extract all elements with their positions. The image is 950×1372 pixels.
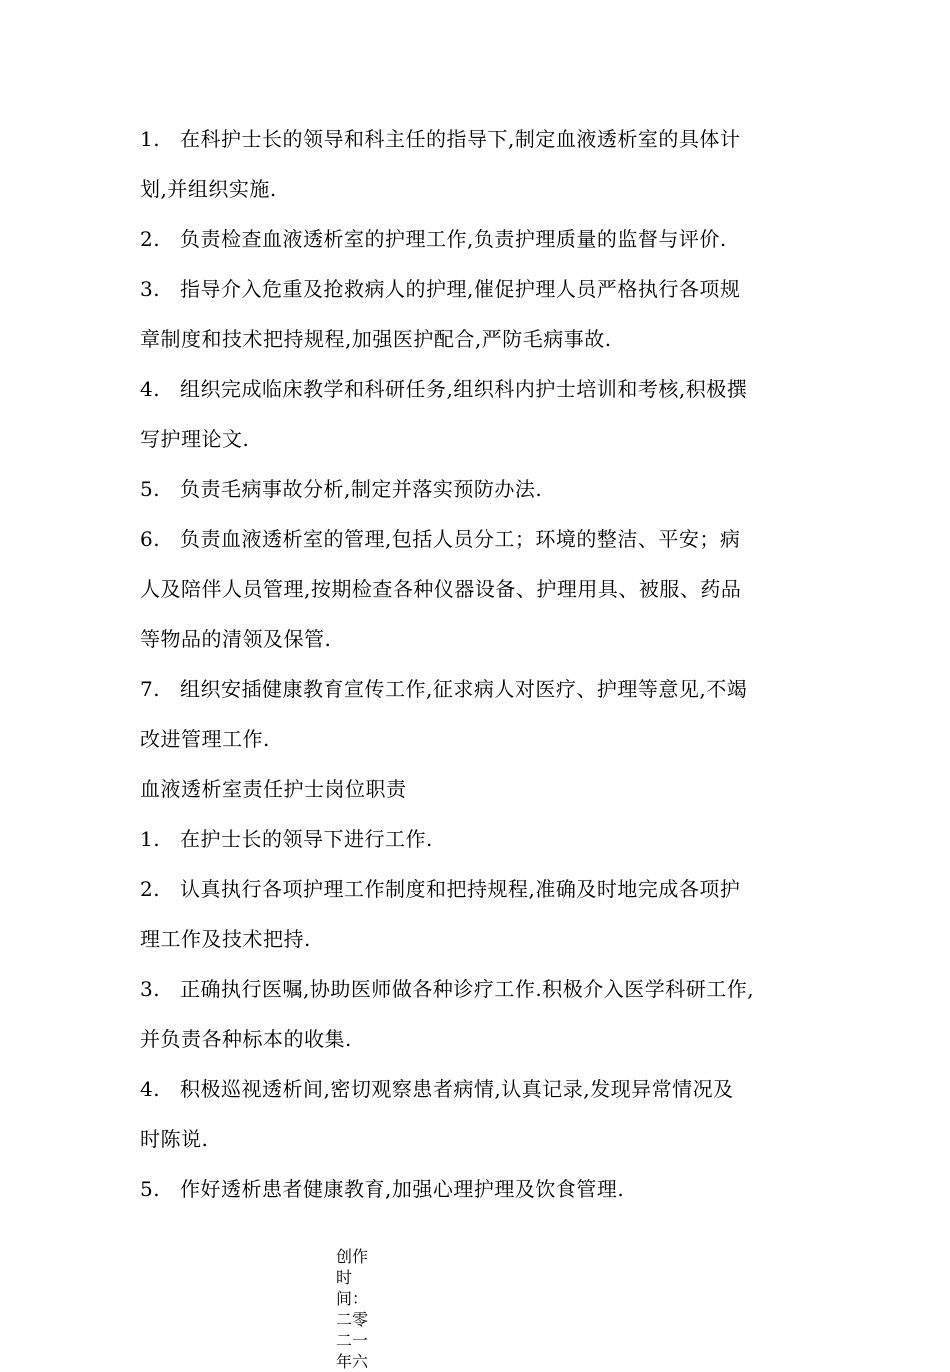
numbered-line: [140, 114, 820, 164]
item-number: 1.: [140, 827, 161, 851]
line-text: 章制度和技术把持规程,加强医护配合,严防毛病事故.: [140, 327, 612, 351]
line-text: 人及陪伴人员管理,按期检查各种仪器设备、护理用具、被服、药品: [140, 577, 742, 601]
text-line: [140, 1114, 820, 1164]
line-text: 负责血液透析室的管理,包括人员分工；环境的整洁、平安；病: [180, 527, 741, 551]
numbered-line: [140, 464, 820, 514]
line-text: 积极巡视透析间,密切观察患者病情,认真记录,发现异常情况及: [180, 1077, 734, 1101]
line-text: 写护理论文.: [140, 427, 250, 451]
text-line: [140, 764, 820, 814]
line-text: 改进管理工作.: [140, 727, 270, 751]
text-line: [140, 414, 820, 464]
item-number: 3.: [140, 277, 161, 301]
numbered-line: [140, 1064, 820, 1114]
item-number: 4.: [140, 1077, 161, 1101]
item-number: 1.: [140, 127, 161, 151]
text-line: [140, 164, 820, 214]
numbered-line: [140, 1164, 820, 1214]
item-number: 4.: [140, 377, 161, 401]
item-number: 2.: [140, 877, 161, 901]
text-line: [140, 564, 820, 614]
line-text: 时陈说.: [140, 1127, 209, 1151]
line-text: 组织完成临床教学和科研任务,组织科内护士培训和考核,积极撰: [180, 377, 748, 401]
text-line: [140, 614, 820, 664]
item-number: 5.: [140, 477, 161, 501]
line-text: 组织安插健康教育宣传工作,征求病人对医疗、护理等意见,不竭: [180, 677, 748, 701]
line-text: 理工作及技术把持.: [140, 927, 311, 951]
line-text: 并负责各种标本的收集.: [140, 1027, 352, 1051]
line-text: 正确执行医嘱,协助医师做各种诊疗工作.积极介入医学科研工作,: [180, 977, 755, 1001]
numbered-line: [140, 214, 820, 264]
numbered-line: [140, 514, 820, 564]
numbered-line: [140, 664, 820, 714]
line-text: 血液透析室责任护士岗位职责: [140, 777, 407, 801]
line-text: 划,并组织实施.: [140, 177, 277, 201]
line-text: 认真执行各项护理工作制度和把持规程,准确及时地完成各项护: [180, 877, 741, 901]
numbered-line: [140, 264, 820, 314]
line-text: 在科护士长的领导和科主任的指导下,制定血液透析室的具体计: [180, 127, 741, 151]
numbered-line: [140, 814, 820, 864]
numbered-line: [140, 864, 820, 914]
line-text: 负责检查血液透析室的护理工作,负责护理质量的监督与评价.: [180, 227, 727, 251]
numbered-line: [140, 364, 820, 414]
line-text: 作好透析患者健康教育,加强心理护理及饮食管理.: [180, 1177, 625, 1201]
item-number: 6.: [140, 527, 161, 551]
text-line: [140, 914, 820, 964]
item-number: 5.: [140, 1177, 161, 1201]
item-number: 3.: [140, 977, 161, 1001]
text-line: [140, 314, 820, 364]
numbered-line: [140, 964, 820, 1014]
text-line: [140, 1014, 820, 1064]
line-text: 等物品的清领及保管.: [140, 627, 332, 651]
creation-time-note: 创作时间：二零二一年六: [336, 1247, 369, 1371]
line-text: 在护士长的领导下进行工作.: [180, 827, 433, 851]
document-body: [140, 114, 820, 1214]
item-number: 2.: [140, 227, 161, 251]
item-number: 7.: [140, 677, 161, 701]
line-text: 负责毛病事故分析,制定并落实预防办法.: [180, 477, 543, 501]
line-text: 指导介入危重及抢救病人的护理,催促护理人员严格执行各项规: [180, 277, 741, 301]
text-line: [140, 714, 820, 764]
